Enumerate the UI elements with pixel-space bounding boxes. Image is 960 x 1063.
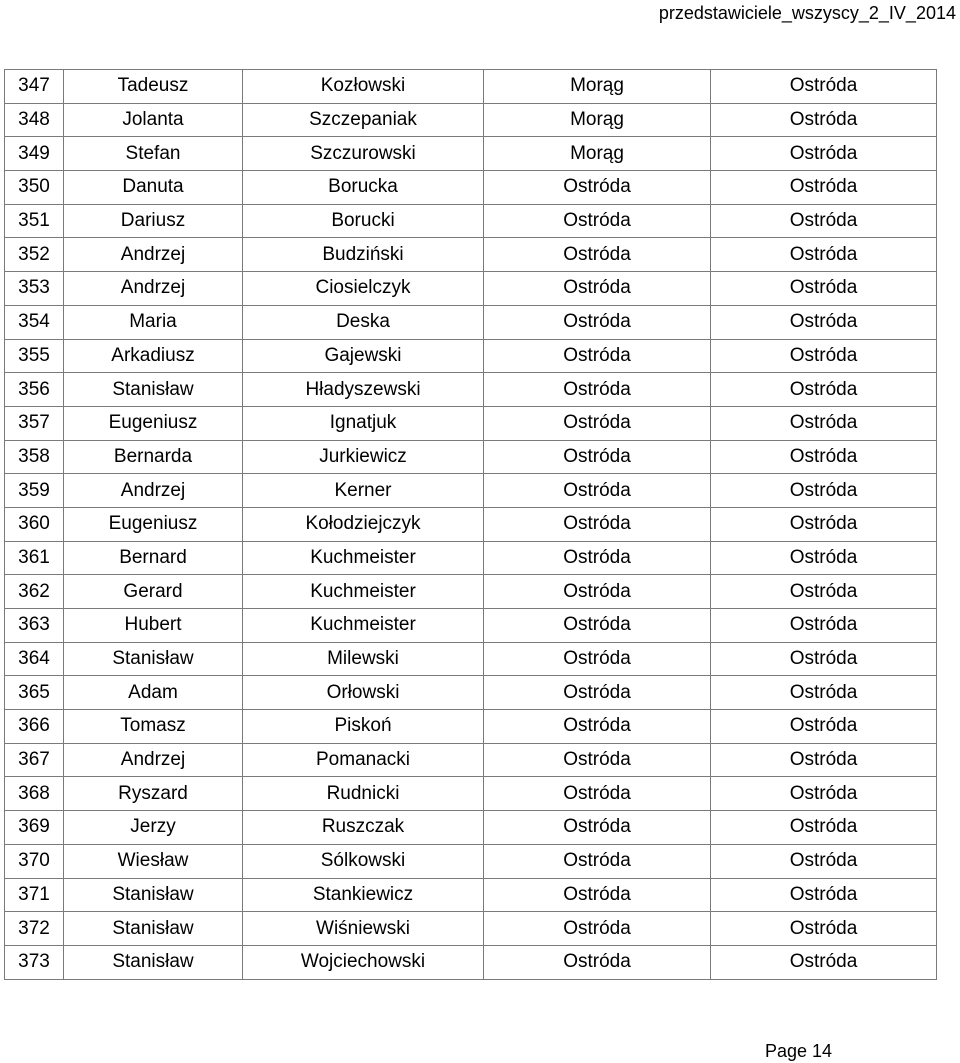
last-name-cell: Piskoń (243, 710, 484, 744)
first-name-cell: Eugeniusz (64, 406, 243, 440)
last-name-cell: Borucka (243, 171, 484, 205)
city-cell: Ostróda (484, 440, 711, 474)
last-name-cell: Orłowski (243, 676, 484, 710)
table-row (5, 609, 937, 643)
first-name-cell: Bernard (64, 541, 243, 575)
district-cell: Ostróda (711, 777, 937, 811)
last-name-cell: Stankiewicz (243, 878, 484, 912)
table-row (5, 474, 937, 508)
first-name-cell: Wiesław (64, 844, 243, 878)
district-cell: Ostróda (711, 171, 937, 205)
table-row (5, 204, 937, 238)
district-cell: Ostróda (711, 137, 937, 171)
last-name-cell: Milewski (243, 642, 484, 676)
row-number-cell: 355 (5, 339, 64, 373)
district-cell: Ostróda (711, 440, 937, 474)
table-row (5, 339, 937, 373)
first-name-cell: Eugeniusz (64, 507, 243, 541)
district-cell: Ostróda (711, 204, 937, 238)
district-cell: Ostróda (711, 507, 937, 541)
last-name-cell: Wojciechowski (243, 945, 484, 979)
first-name-cell: Ryszard (64, 777, 243, 811)
first-name-cell: Jerzy (64, 811, 243, 845)
first-name-cell: Bernarda (64, 440, 243, 474)
city-cell: Ostróda (484, 609, 711, 643)
row-number-cell: 358 (5, 440, 64, 474)
district-cell: Ostróda (711, 541, 937, 575)
table-row (5, 440, 937, 474)
row-number-cell: 350 (5, 171, 64, 205)
first-name-cell: Stanisław (64, 878, 243, 912)
city-cell: Ostróda (484, 238, 711, 272)
first-name-cell: Arkadiusz (64, 339, 243, 373)
first-name-cell: Jolanta (64, 103, 243, 137)
row-number-cell: 347 (5, 70, 64, 104)
row-number-cell: 364 (5, 642, 64, 676)
city-cell: Ostróda (484, 878, 711, 912)
district-cell: Ostróda (711, 373, 937, 407)
row-number-cell: 367 (5, 743, 64, 777)
document-title: przedstawiciele_wszyscy_2_IV_2014 (658, 3, 956, 23)
first-name-cell: Hubert (64, 609, 243, 643)
city-cell: Ostróda (484, 541, 711, 575)
row-number-cell: 360 (5, 507, 64, 541)
city-cell: Ostróda (484, 676, 711, 710)
city-cell: Ostróda (484, 507, 711, 541)
city-cell: Morąg (484, 103, 711, 137)
district-cell: Ostróda (711, 743, 937, 777)
city-cell: Ostróda (484, 642, 711, 676)
city-cell: Ostróda (484, 912, 711, 946)
first-name-cell: Danuta (64, 171, 243, 205)
last-name-cell: Rudnicki (243, 777, 484, 811)
district-cell: Ostróda (711, 238, 937, 272)
table-row (5, 777, 937, 811)
row-number-cell: 351 (5, 204, 64, 238)
district-cell: Ostróda (711, 945, 937, 979)
city-cell: Ostróda (484, 204, 711, 238)
table-row (5, 305, 937, 339)
page-number: Page 14 (764, 1041, 832, 1061)
row-number-cell: 362 (5, 575, 64, 609)
first-name-cell: Andrzej (64, 238, 243, 272)
first-name-cell: Stanisław (64, 912, 243, 946)
row-number-cell: 373 (5, 945, 64, 979)
representatives-table (4, 69, 937, 980)
city-cell: Morąg (484, 70, 711, 104)
city-cell: Ostróda (484, 474, 711, 508)
city-cell: Ostróda (484, 811, 711, 845)
row-number-cell: 357 (5, 406, 64, 440)
table-row (5, 710, 937, 744)
first-name-cell: Adam (64, 676, 243, 710)
row-number-cell: 365 (5, 676, 64, 710)
district-cell: Ostróda (711, 70, 937, 104)
last-name-cell: Pomanacki (243, 743, 484, 777)
representatives-table-container (4, 69, 936, 980)
city-cell: Ostróda (484, 171, 711, 205)
district-cell: Ostróda (711, 811, 937, 845)
city-cell: Ostróda (484, 777, 711, 811)
table-row (5, 272, 937, 306)
city-cell: Ostróda (484, 945, 711, 979)
row-number-cell: 349 (5, 137, 64, 171)
district-cell: Ostróda (711, 575, 937, 609)
last-name-cell: Borucki (243, 204, 484, 238)
table-row (5, 406, 937, 440)
city-cell: Ostróda (484, 272, 711, 306)
last-name-cell: Kuchmeister (243, 541, 484, 575)
table-row (5, 541, 937, 575)
table-row (5, 676, 937, 710)
last-name-cell: Ciosielczyk (243, 272, 484, 306)
city-cell: Morąg (484, 137, 711, 171)
city-cell: Ostróda (484, 305, 711, 339)
last-name-cell: Deska (243, 305, 484, 339)
table-row (5, 103, 937, 137)
table-row (5, 137, 937, 171)
city-cell: Ostróda (484, 339, 711, 373)
row-number-cell: 361 (5, 541, 64, 575)
last-name-cell: Hładyszewski (243, 373, 484, 407)
district-cell: Ostróda (711, 339, 937, 373)
row-number-cell: 371 (5, 878, 64, 912)
district-cell: Ostróda (711, 272, 937, 306)
district-cell: Ostróda (711, 103, 937, 137)
last-name-cell: Jurkiewicz (243, 440, 484, 474)
district-cell: Ostróda (711, 609, 937, 643)
first-name-cell: Tadeusz (64, 70, 243, 104)
table-row (5, 878, 937, 912)
row-number-cell: 366 (5, 710, 64, 744)
table-body (5, 70, 937, 980)
first-name-cell: Andrzej (64, 743, 243, 777)
row-number-cell: 368 (5, 777, 64, 811)
row-number-cell: 363 (5, 609, 64, 643)
table-row (5, 507, 937, 541)
table-row (5, 238, 937, 272)
first-name-cell: Stanisław (64, 642, 243, 676)
table-row (5, 811, 937, 845)
table-row (5, 171, 937, 205)
last-name-cell: Kuchmeister (243, 575, 484, 609)
row-number-cell: 353 (5, 272, 64, 306)
last-name-cell: Kozłowski (243, 70, 484, 104)
district-cell: Ostróda (711, 474, 937, 508)
first-name-cell: Stanisław (64, 373, 243, 407)
city-cell: Ostróda (484, 743, 711, 777)
city-cell: Ostróda (484, 844, 711, 878)
table-row (5, 373, 937, 407)
district-cell: Ostróda (711, 710, 937, 744)
table-row (5, 912, 937, 946)
first-name-cell: Stefan (64, 137, 243, 171)
table-row (5, 642, 937, 676)
first-name-cell: Tomasz (64, 710, 243, 744)
row-number-cell: 370 (5, 844, 64, 878)
last-name-cell: Sólkowski (243, 844, 484, 878)
last-name-cell: Ignatjuk (243, 406, 484, 440)
table-row (5, 743, 937, 777)
row-number-cell: 369 (5, 811, 64, 845)
last-name-cell: Gajewski (243, 339, 484, 373)
last-name-cell: Ruszczak (243, 811, 484, 845)
district-cell: Ostróda (711, 844, 937, 878)
last-name-cell: Szczepaniak (243, 103, 484, 137)
row-number-cell: 352 (5, 238, 64, 272)
first-name-cell: Gerard (64, 575, 243, 609)
last-name-cell: Budziński (243, 238, 484, 272)
first-name-cell: Andrzej (64, 272, 243, 306)
first-name-cell: Stanisław (64, 945, 243, 979)
last-name-cell: Szczurowski (243, 137, 484, 171)
city-cell: Ostróda (484, 710, 711, 744)
table-row (5, 945, 937, 979)
table-row (5, 844, 937, 878)
last-name-cell: Kerner (243, 474, 484, 508)
table-row (5, 70, 937, 104)
first-name-cell: Dariusz (64, 204, 243, 238)
city-cell: Ostróda (484, 406, 711, 440)
first-name-cell: Maria (64, 305, 243, 339)
city-cell: Ostróda (484, 373, 711, 407)
row-number-cell: 356 (5, 373, 64, 407)
district-cell: Ostróda (711, 642, 937, 676)
last-name-cell: Kuchmeister (243, 609, 484, 643)
district-cell: Ostróda (711, 406, 937, 440)
district-cell: Ostróda (711, 912, 937, 946)
first-name-cell: Andrzej (64, 474, 243, 508)
row-number-cell: 359 (5, 474, 64, 508)
city-cell: Ostróda (484, 575, 711, 609)
table-row (5, 575, 937, 609)
row-number-cell: 372 (5, 912, 64, 946)
last-name-cell: Wiśniewski (243, 912, 484, 946)
district-cell: Ostróda (711, 878, 937, 912)
row-number-cell: 348 (5, 103, 64, 137)
row-number-cell: 354 (5, 305, 64, 339)
last-name-cell: Kołodziejczyk (243, 507, 484, 541)
district-cell: Ostróda (711, 676, 937, 710)
district-cell: Ostróda (711, 305, 937, 339)
